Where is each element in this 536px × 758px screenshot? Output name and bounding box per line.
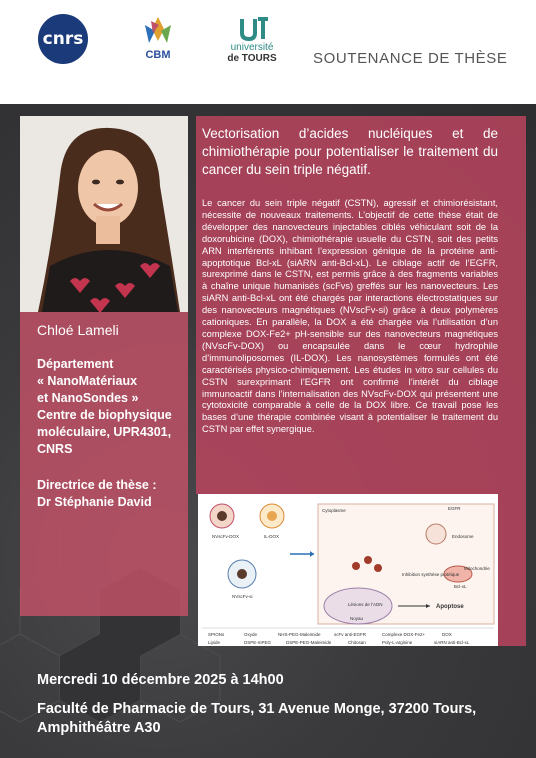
legend-item: DOX [442, 632, 452, 637]
department-line: Centre de biophysique [37, 408, 172, 422]
label-endosome: Endosome [452, 534, 474, 539]
department-line: CNRS [37, 442, 73, 456]
director-label: Directrice de thèse : [37, 478, 157, 492]
department-line: moléculaire, UPR4301, [37, 425, 172, 439]
soutenance-title: SOUTENANCE DE THÈSE [313, 50, 508, 67]
label-cytoplasm: Cytoplasme [322, 508, 346, 513]
legend-item: Lipide [208, 640, 221, 645]
label-egfr: EGFR [448, 506, 461, 511]
label-noyau: Noyau [350, 616, 364, 621]
label-il-dox: IL-DOX [264, 534, 280, 539]
legend-item: siARN anti-Bcl-xL [434, 640, 470, 645]
department-line: Département [37, 357, 114, 371]
cbm-logo-text: CBM [145, 49, 171, 61]
candidate-photo [20, 116, 188, 312]
cbm-logo [133, 15, 183, 70]
director-name: Dr Stéphanie David [37, 495, 152, 509]
header [0, 0, 536, 104]
legend-item: DSPE-mPEG [244, 640, 272, 645]
pink-strip [498, 494, 526, 646]
cnrs-logo-text: cnrs [42, 29, 84, 49]
thesis-title: Vectorisation d’acides nucléiques et de chimiothérapie pour potentialiser le traitement du cancer du sein triple négatif. [202, 126, 498, 177]
label-lesions: Lésions de l’ADN [348, 602, 383, 607]
graphical-abstract [198, 494, 498, 646]
tours-logo-name: de TOURS [227, 53, 277, 64]
legend-item: Chitosan [348, 640, 366, 645]
event-date: Mercredi 10 décembre 2025 à 14h00 [37, 672, 284, 688]
legend-item: SPIONs [208, 632, 225, 637]
legend-item: Poly-L-arginine [382, 640, 413, 645]
label-mito: Mitochondrie [464, 566, 490, 571]
candidate-name: Chloé Lameli [37, 322, 119, 338]
department-line: et NanoSondes » [37, 391, 139, 405]
event-place: Faculté de Pharmacie de Tours, 31 Avenue Monge, 37200 Tours, Amphithéâtre A30 [37, 701, 477, 736]
legend-item: Complexe DOX-Fe2+ [382, 632, 426, 637]
candidate-department [37, 356, 187, 458]
label-apoptose: Apoptose [436, 604, 464, 610]
department-line: « NanoMatériaux [37, 374, 138, 388]
label-nv-si: NVscFv-si [232, 594, 253, 599]
label-bclxl: Bcl-xL [454, 584, 467, 589]
graphical-abstract-diagram [198, 494, 498, 646]
label-nv-dox: NVscFv-DOX [212, 534, 239, 539]
tours-logo-univ: université [230, 42, 274, 53]
label-inhib: Inhibition synthèse protéique [402, 572, 460, 577]
legend-item: DSPE-PEG-Maleimide [286, 640, 332, 645]
tours-logo [222, 15, 282, 70]
legend-item: NHS-PEG-Maleimide [278, 632, 321, 637]
legend-item: scFv anti-EGFR [334, 632, 367, 637]
candidate-portrait [20, 116, 188, 312]
legend-item: Oxyde [244, 632, 258, 637]
tours-logo-icon [222, 15, 282, 43]
cbm-logo-icon [133, 15, 183, 49]
thesis-abstract: Le cancer du sein triple négatif (CSTN), agressif et chimiorésistant, nécessite de nouveaux traitements. L’objectif de cette thèse était de développer des nanovecteurs injectables ciblés véhiculant soit de la doxorubicine (DOX), chimiothérapie usuelle du CSTN, soit des petits ARN interférents inhibant l’expression génique de la protéine anti-apoptotique Bcl-xL (siARN anti-Bcl-xL). Le ciblage actif de l’EGFR, surexprimé dans le CSTN, est permis grâce à des fragments variables à chaîne unique humanisés (scFvs) greffés sur les nanovecteurs. Les siARN anti-Bcl-xL ont été chargés par interactions électrostatiques sur des nanovecteurs magnétiques (NVscFv-si) grâce à deux polymères cationiques. En parallèle, la DOX a été chargée via l’utilisation d’un complexe DOX-Fe2+ pH-sensible sur des nanovecteurs magnétiques (NVscFv-DOX) ou encapsulée dans le cœur hydrophile d’immunoliposomes (IL-DOX). Les nanosystèmes formulés ont été caractérisés physico-chimiquement. Les études in vitro sur cellules du CSTN surexprimant l’EGFR ont confirmé l’intérêt du ciblage immunoactif dans l’internalisation des NVscFv-DOX qui présentent une cytotoxicité comparable à celle de la DOX libre. Ce travail pose les bases d’une thérapie combinée visant à potentialiser le traitement du CSTN par effet synergique. [202, 198, 498, 435]
cnrs-logo [38, 14, 88, 64]
